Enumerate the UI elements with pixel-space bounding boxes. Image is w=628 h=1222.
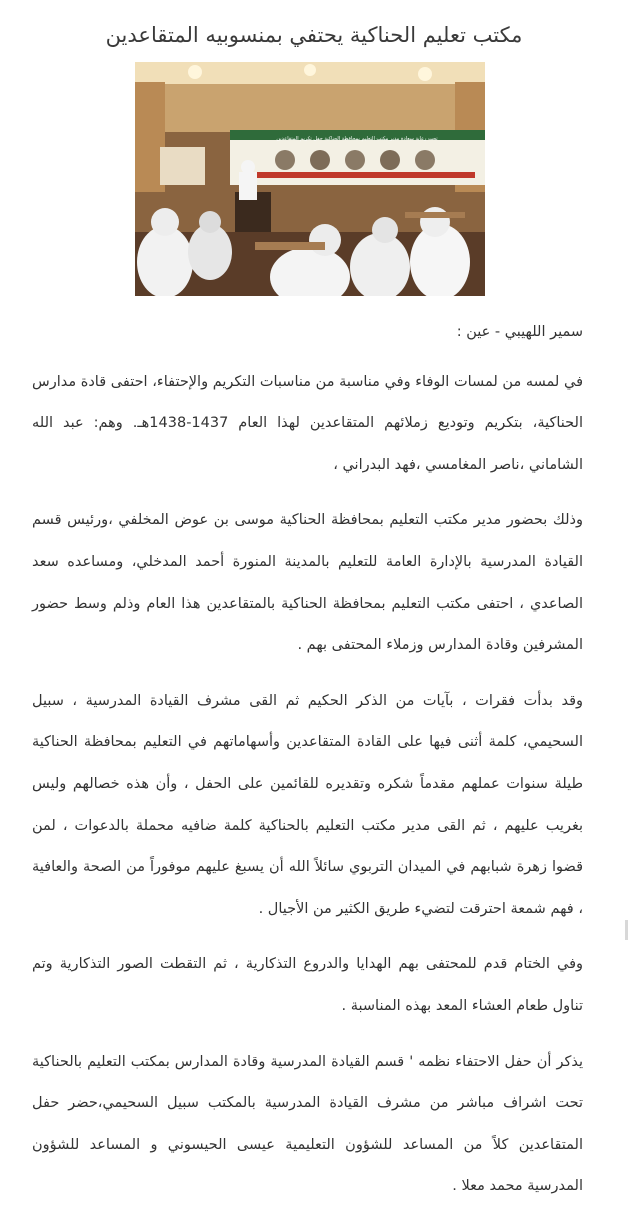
article-photo — [135, 62, 485, 296]
banner-text: تحت رعاية سعادة مدير مكتب التعليم بمحافظة الحناكية حفل تكريم المتقاعدين — [276, 136, 438, 142]
article-paragraph-5: يذكر أن حفل الاحتفاء نظمه ' قسم القيادة المدرسية وقادة المدارس بمكتب التعليم بالحناكية تحت اشراف مباشر من مشرف القيادة المدرسية بالمكتب سبيل السحيمي،حضر حفل المتقاعدين كلاً من المساعد للشؤون التعليمية عيسى الحيسوني و المساعد للشؤون المدرسية محمد معلا . — [32, 1053, 583, 1195]
article-paragraph-3: وقد بدأت فقرات ، بآيات من الذكر الحكيم ثم القى مشرف القيادة المدرسية ، سبيل السحيمي، كلمة أثنى فيها على القادة المتقاعدين وأسهاماتهم في التعليم بمحافظة الحناكية طيلة سنوات عملهم مقدماً شكره وتقديره للقائمين على الحفل ، وأن هذه خصالهم وليس بغريب عليهم ، ثم القى مدير مكتب التعليم بالحناكية كلمة ضافيه محملة بالدعوات ، لمن قضوا زهرة شبابهم في الميدان التربوي سائلاً الله أن يسبغ عليهم موفوراً من الصحة والعافية ، فهم شمعة احترقت لتضيء طريق الكثير من الأجيال . — [32, 692, 583, 917]
article-paragraph-4: وفي الختام قدم للمحتفى بهم الهدايا والدروع التذكارية ، ثم التقطت الصور التذكارية وتم تناول طعام العشاء المعد بهذه المناسبة . — [32, 956, 583, 1014]
article-title: مكتب تعليم الحناكية يحتفي بمنسوبيه المتقاعدين — [105, 23, 523, 47]
article-body — [32, 312, 583, 1222]
event-photo-illustration — [135, 62, 485, 296]
article-paragraph-1: في لمسه من لمسات الوفاء وفي مناسبة من مناسبات التكريم والإحتفاء، احتفى قادة مدارس الحناكية، بتكريم وتوديع زملائهم المتقاعدين لهذا العام 1437-1438هـ. وهم: عبد الله الشاماني ،ناصر المغامسي ،فهد البدراني ، — [32, 373, 583, 473]
article-byline: سمير اللهيبي - عين : — [456, 324, 583, 340]
article-paragraph-2: وذلك بحضور مدير مكتب التعليم بمحافظة الحناكية موسى بن عوض المخلفي ،ورئيس قسم القيادة المدرسية بالإدارة العامة للتعليم بالمدينة المنورة أحمد المدخلي، ومساعده سعد الصاعدي ، احتفى مكتب التعليم بمحافظة الحناكية بالمتقاعدين هذا العام وذلم وسط حضور المشرفين وقادة المدارس وزملاء المحتفى بهم . — [32, 512, 583, 654]
